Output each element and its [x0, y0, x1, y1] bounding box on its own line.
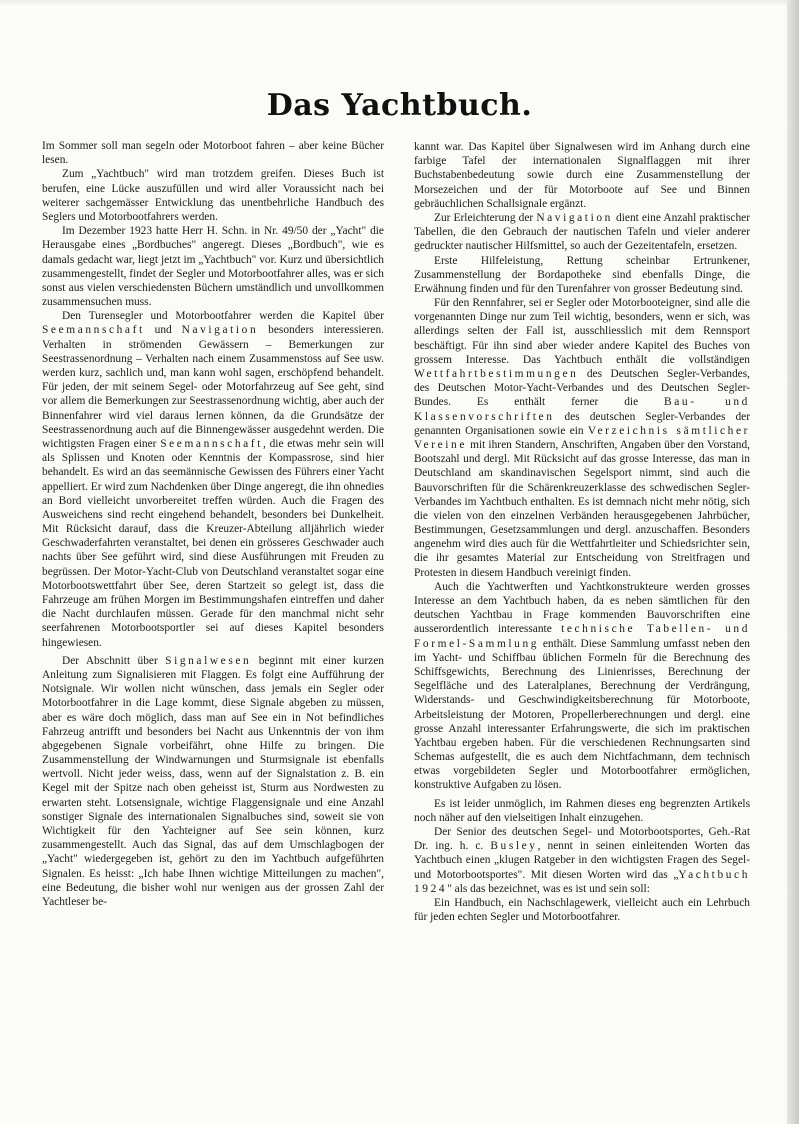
- paragraph: Erste Hilfeleistung, Rettung scheinbar Ertrunkener, Zusammenstellung der Bordapotheke sind ebenfalls Dinge, die Erwähnung finden und für den Turenfahrer von grosser Bedeutung sind.: [414, 254, 750, 295]
- text-run: Der Abschnitt über: [62, 654, 166, 667]
- text-run: , die etwas mehr sein will als Splissen und Knoten oder Kenntnis der Kompassrose, sind hier behandelt. Es wird an das seemännische Gewissen des Führers einer Yacht appelliert. Er wird zum Nachdenken über Dinge angeregt, die ihn ohnedies an Bord vielleicht unvorbereitet treffen würden. Auch die Fragen des Ausweichens sind recht eingehend behandelt, besonders bei Dunkelheit. Mit Rücksicht darauf, dass die Kreuzer-Abteilung alljährlich wieder Geschwaderfahrten veranstaltet, bei denen ein grösseres Geschwader auch nachts über See geführt wird, sind diese Ausführungen mit Freuden zu begrüssen. Der Motor-Yacht-Club von Deutschland veranstaltet sogar eine Motorbootswettfahrt über See, deren Startzeit so gelegt ist, dass die Fahrzeuge am frühen Morgen im Bestimmungshafen eintreffen und daher die Nacht durchlaufen müssen. Gerade für den manchmal nicht sehr seerfahrenen Motorbootsportler sei auf dieses Kapitel besonders hingewiesen.: [42, 437, 384, 649]
- spaced-term: Navigation: [536, 211, 613, 224]
- text-run: enthält. Diese Sammlung umfasst neben den im Yacht- und Schiffbau üblichen Formeln für die Berechnung des Schiffsgewichts, Berechnung des Linienrisses, Berechnung der Segelfläche und des Lateralplanes, Berechnung der Verdrängung, Widerstands- und Geschwindigkeitsberechnung für Motorboote, Arbeitsleistung der Motoren, Propellerberechnungen und dergl. eine grosse Anzahl interessanter Erfahrungswerte, die sich im praktischen Yachtbau ergeben haben. Für die verschiedenen Rechnungsarten sind Schemas aufgestellt, die es auch dem Nichtfachmann, dem technisch etwas vorgebildeten Segler und Motorbootfahrer ermöglichen, konstruktive Aufgaben zu lösen.: [414, 637, 750, 792]
- text-run: " als das bezeichnet, was es ist und sein soll:: [447, 882, 650, 895]
- spaced-term: Bau- und Klassenvorschriften: [414, 396, 750, 423]
- paragraph: [414, 580, 750, 793]
- paragraph: Im Dezember 1923 hatte Herr H. Schn. in Nr. 49/50 der „Yacht" die Herausgabe eines „Bordbuches" angeregt. Dieses „Bordbuch", wie es damals gedacht war, liegt jetzt im „Yachtbuch" vor. Kurz und übersichtlich zusammengestellt, findet der Segler und Motorbootfahrer alles, was er sich sonst aus vielen verschiedensten Büchern umständlich und unvollkommen zusammensuchen muss.: [42, 225, 384, 309]
- spaced-term: Busley: [490, 840, 538, 853]
- spaced-term: Seemannschaft: [42, 324, 145, 337]
- left-column: [42, 139, 384, 909]
- text-run: des deutschen Segler-Verbandes der genannten Organisationen sowie ein: [414, 410, 750, 437]
- right-column: [414, 140, 750, 924]
- paragraph: Zum „Yachtbuch" wird man trotzdem greifen. Dieses Buch ist berufen, eine Lücke auszufüllen und wird aller Voraussicht nach bei weiterer sachgemässer Entwicklung das unentbehrliche Handbuch des Seglers und Motorbootfahrers werden.: [42, 168, 384, 223]
- text-run: Den Turensegler und Motorbootfahrer werden die Kapitel über: [62, 310, 384, 323]
- paragraph: Im Sommer soll man segeln oder Motorboot fahren – aber keine Bücher lesen.: [42, 140, 384, 167]
- text-run: beginnt mit einer kurzen Anleitung zum Signalisieren mit Flaggen. Es folgt eine Aufführung der Notsignale. Wir wollen nicht wünschen, dass jemals ein Segler oder Motorbootfahrer in die Lage kommt, diese Signale abgeben zu müssen, aber es wäre doch möglich, dass man auf See ein in Not befindliches Fahrzeug antrifft und besonders bei Nacht aus Unkenntnis der von ihm abgegebenen Signale vorbeifährt, ohne Hilfe zu bringen. Die Zusammenstellung der Windwarnungen und Sturmsignale ist ebenfalls wertvoll. Nicht jeder weiss, dass, wenn auf der Signalstation z. B. ein Kegel mit der Spitze nach oben geheisst ist, Sturm aus Nordwesten zu erwarten steht. Lotsensignale, wichtige Flaggensignale und eine Anzahl sonstiger Signale des internationalen Signalbuches sind, soweit sie von Wichtigkeit für den Yachteigner auf See sein können, kurz zusammengestellt. Auch das Signal, das auf dem Umschlagbogen der „Yacht" wiedergegeben ist, gehört zu den im Yachtbuch aufgeführten Signalen. Es heisst: „Ich habe Ihnen wichtige Mitteilungen zu machen", eine Bedeutung, die bisher wohl nur wenigen aus der grossen Zahl der Yachtleser be-: [42, 654, 384, 908]
- text-run: des Deutschen Segler-Verbandes, des Deutschen Motor-Yacht-Verbandes und des Deutschen Segler-Bundes. Es enthält ferner die: [414, 368, 750, 409]
- paragraph: kannt war. Das Kapitel über Signalwesen wird im Anhang durch eine farbige Tafel der internationalen Signalflaggen mit ihrer Buchstabenbedeutung sowie durch eine Zusammenstellung der Morsezeichen und der für Motorboote auf See und Binnen gebräuchlichen Schallsignale ergänzt.: [414, 141, 750, 210]
- scan-right-edge: [787, 0, 799, 1124]
- paragraph: [42, 309, 384, 650]
- paragraph: Es ist leider unmöglich, im Rahmen dieses eng begrenzten Artikels noch näher auf den vielseitigen Inhalt einzugehen.: [414, 797, 750, 824]
- text-run: und: [144, 324, 182, 337]
- spaced-term: Wettfahrtbestimmungen: [414, 368, 579, 380]
- paragraph: [42, 654, 384, 909]
- spaced-term: Signalwesen: [165, 654, 252, 667]
- text-run: besonders interessieren. Verhalten in strömenden Gewässern – Bemerkungen zur Seestrassenordnung – Verhalten nach einem Zusammenstoss auf See usw. werden kurz, sachlich und, man kann wohl sagen, erschöpfend behandelt. Für jeden, der mit seinem Segel- oder Motorfahrzeug auf See geht, sind vor allem die Bemerkungen zur Seestrassenordnung wichtig, aber auch der Binnenfahrer wird viel daraus lernen können, da die Grundsätze der Seestrassenordnung auch auf die Binnengewässer ausgedehnt werden. Die wichtigsten Fragen einer: [42, 324, 384, 450]
- spaced-term: Yachtbuch 1924: [414, 868, 750, 895]
- text-run: Auch die Yachtwerften und Yachtkonstrukteure werden grosses Interesse an dem Yachtbuch haben, da es neben sämtlichen für den deutschen Yachtbau in Frage kommenden Bauvorschriften eine ausserordentlich interessante: [414, 580, 750, 636]
- text-run: Zur Erleichterung der: [434, 211, 537, 224]
- spaced-term: Seemannschaft: [160, 437, 263, 450]
- paragraph: [414, 825, 750, 896]
- text-run: , nennt in seinen einleitenden Worten das Yachtbuch einen „klugen Ratgeber in den wichtigsten Fragen des Segel- und Motorbootsportes". Mit diesen Worten wird das „: [414, 840, 750, 881]
- text-run: dient eine Anzahl praktischer Tabellen, die den Gebrauch der nautischen Tafeln und vieler anderer gedruckter nautischer Hilfsmittel, so auch der Gezeitentafeln, ersetzen.: [414, 211, 750, 253]
- spaced-term: technische Tabellen- und Formel-Sammlung: [414, 623, 750, 650]
- page-title: Das Yachtbuch.: [266, 88, 533, 123]
- text-run: Für den Rennfahrer, sei er Segler oder Motorbooteigner, sind alle die vorgenannten Dinge nur zum Teil wichtig, besonders, wenn er sich, was allerdings selten der Fall ist, ausschliesslich mit dem Rennsport beschäftigt. Für ihn sind aber wieder andere Kapitel des Buches von grossem Interesse. Das Yachtbuch enthält die vollständigen: [414, 297, 750, 366]
- spaced-term: Navigation: [181, 324, 259, 337]
- paragraph: [414, 296, 750, 580]
- spaced-term: Verzeichnis sämtlicher Vereine: [414, 424, 751, 451]
- paragraph: Ein Handbuch, ein Nachschlagewerk, vielleicht auch ein Lehrbuch für jeden echten Segler und Motorbootfahrer.: [414, 896, 750, 924]
- paragraph: [414, 211, 750, 254]
- text-run: mit ihren Standern, Anschriften, Angaben über den Vorstand, Bootszahl und dergl. Mit Rücksicht auf das grosse Interesse, das man in Deutschland am skandinavischen Segelsport nimmt, sind auch die Bauvorschriften für die Schärenkreuzerklasse des schwedischen Segler-Verbandes im Yachtbuch enthalten. Es ist demnach nicht mehr nötig, sich die vielen von den einzelnen Verbänden herausgegebenen Jahrbücher, Bestimmungen, Gesetzsammlungen und dergl. anzuschaffen. Besonders angenehm wird dies auch für die Wettfahrtleiter und Schiedsrichter sein, die ihr gesamtes Material zur Entscheidung von Streitfragen und Protesten in diesem Handbuch vereinigt finden.: [414, 438, 750, 579]
- text-run: Der Senior des deutschen Segel- und Motorbootsportes, Geh.-Rat Dr. ing. h. c.: [414, 826, 750, 853]
- scan-top-shadow: [0, 0, 799, 6]
